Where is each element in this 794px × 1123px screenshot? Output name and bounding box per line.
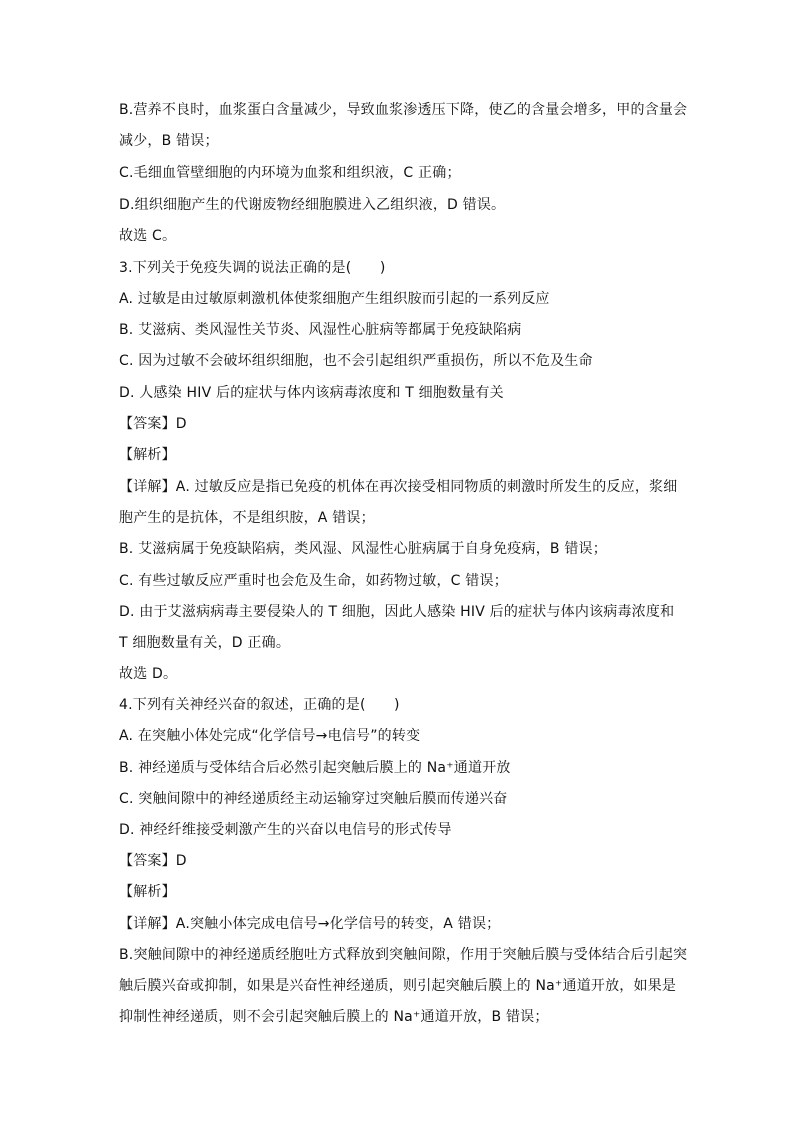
text-line: B.营养不良时，血浆蛋白含量减少，导致血浆渗透压下降，使乙的含量会增多，甲的含量会 <box>119 102 688 118</box>
option-d: D. 神经纤维接受刺激产生的兴奋以电信号的形式传导 <box>119 822 452 838</box>
option-c: C. 突触间隙中的神经递质经主动运输穿过突触后膜而传递兴奋 <box>119 791 508 807</box>
text-line: B.突触间隙中的神经递质经胞吐方式释放到突触间隙，作用于突触后膜与受体结合后引起突 <box>119 947 688 963</box>
text-line: 【详解】A. 过敏反应是指已免疫的机体在再次接受相同物质的刺激时所发生的反应，浆细 <box>119 479 678 495</box>
text-line: 【详解】A.突触小体完成电信号→化学信号的转变，A 错误； <box>119 916 501 932</box>
analysis-heading: 【解析】 <box>119 884 176 900</box>
text-line: D. 由于艾滋病病毒主要侵染人的 T 细胞，因此人感染 HIV 后的症状与体内该病毒浓度和 <box>119 604 675 620</box>
option-a: A. 在突触小体处完成“化学信号→电信号”的转变 <box>119 728 421 744</box>
text-line: 减少，B 错误； <box>119 133 219 149</box>
option-b: B. 神经递质与受体结合后必然引起突触后膜上的 Na⁺通道开放 <box>119 760 511 776</box>
text-line: 胞产生的是抗体，不是组织胺，A 错误； <box>119 510 375 526</box>
text-line: C.毛细血管壁细胞的内环境为血浆和组织液，C 正确； <box>119 165 461 181</box>
text-line: C. 有些过敏反应严重时也会危及生命，如药物过敏，C 错误； <box>119 573 508 589</box>
option-c: C. 因为过敏不会破坏组织细胞，也不会引起组织严重损伤，所以不危及生命 <box>119 353 593 369</box>
option-b: B. 艾滋病、类风湿性关节炎、风湿性心脏病等都属于免疫缺陷病 <box>119 322 522 338</box>
question-stem: 4.下列有关神经兴奋的叙述，正确的是( ) <box>119 697 400 713</box>
answer-line: 【答案】D <box>119 853 187 869</box>
text-line: 抑制性神经递质，则不会引起突触后膜上的 Na⁺通道开放，B 错误； <box>119 1009 549 1025</box>
text-line: 触后膜兴奋或抑制，如果是兴奋性神经递质，则引起突触后膜上的 Na⁺通道开放，如果是 <box>119 978 677 994</box>
text-line: B. 艾滋病属于免疫缺陷病，类风湿、风湿性心脏病属于自身免疫病，B 错误； <box>119 541 607 557</box>
question-stem: 3.下列关于免疫失调的说法正确的是( ) <box>119 260 386 276</box>
text-line: D.组织细胞产生的代谢废物经细胞膜进入乙组织液，D 错误。 <box>119 197 506 213</box>
option-a: A. 过敏是由过敏原刺激机体使浆细胞产生组织胺而引起的一系列反应 <box>119 291 550 307</box>
analysis-heading: 【解析】 <box>119 447 176 463</box>
text-line: T 细胞数量有关，D 正确。 <box>119 635 291 651</box>
text-line: 故选 D。 <box>119 666 178 682</box>
answer-line: 【答案】D <box>119 416 187 432</box>
option-d: D. 人感染 HIV 后的症状与体内该病毒浓度和 T 细胞数量有关 <box>119 385 504 401</box>
text-line: 故选 C。 <box>119 228 177 244</box>
